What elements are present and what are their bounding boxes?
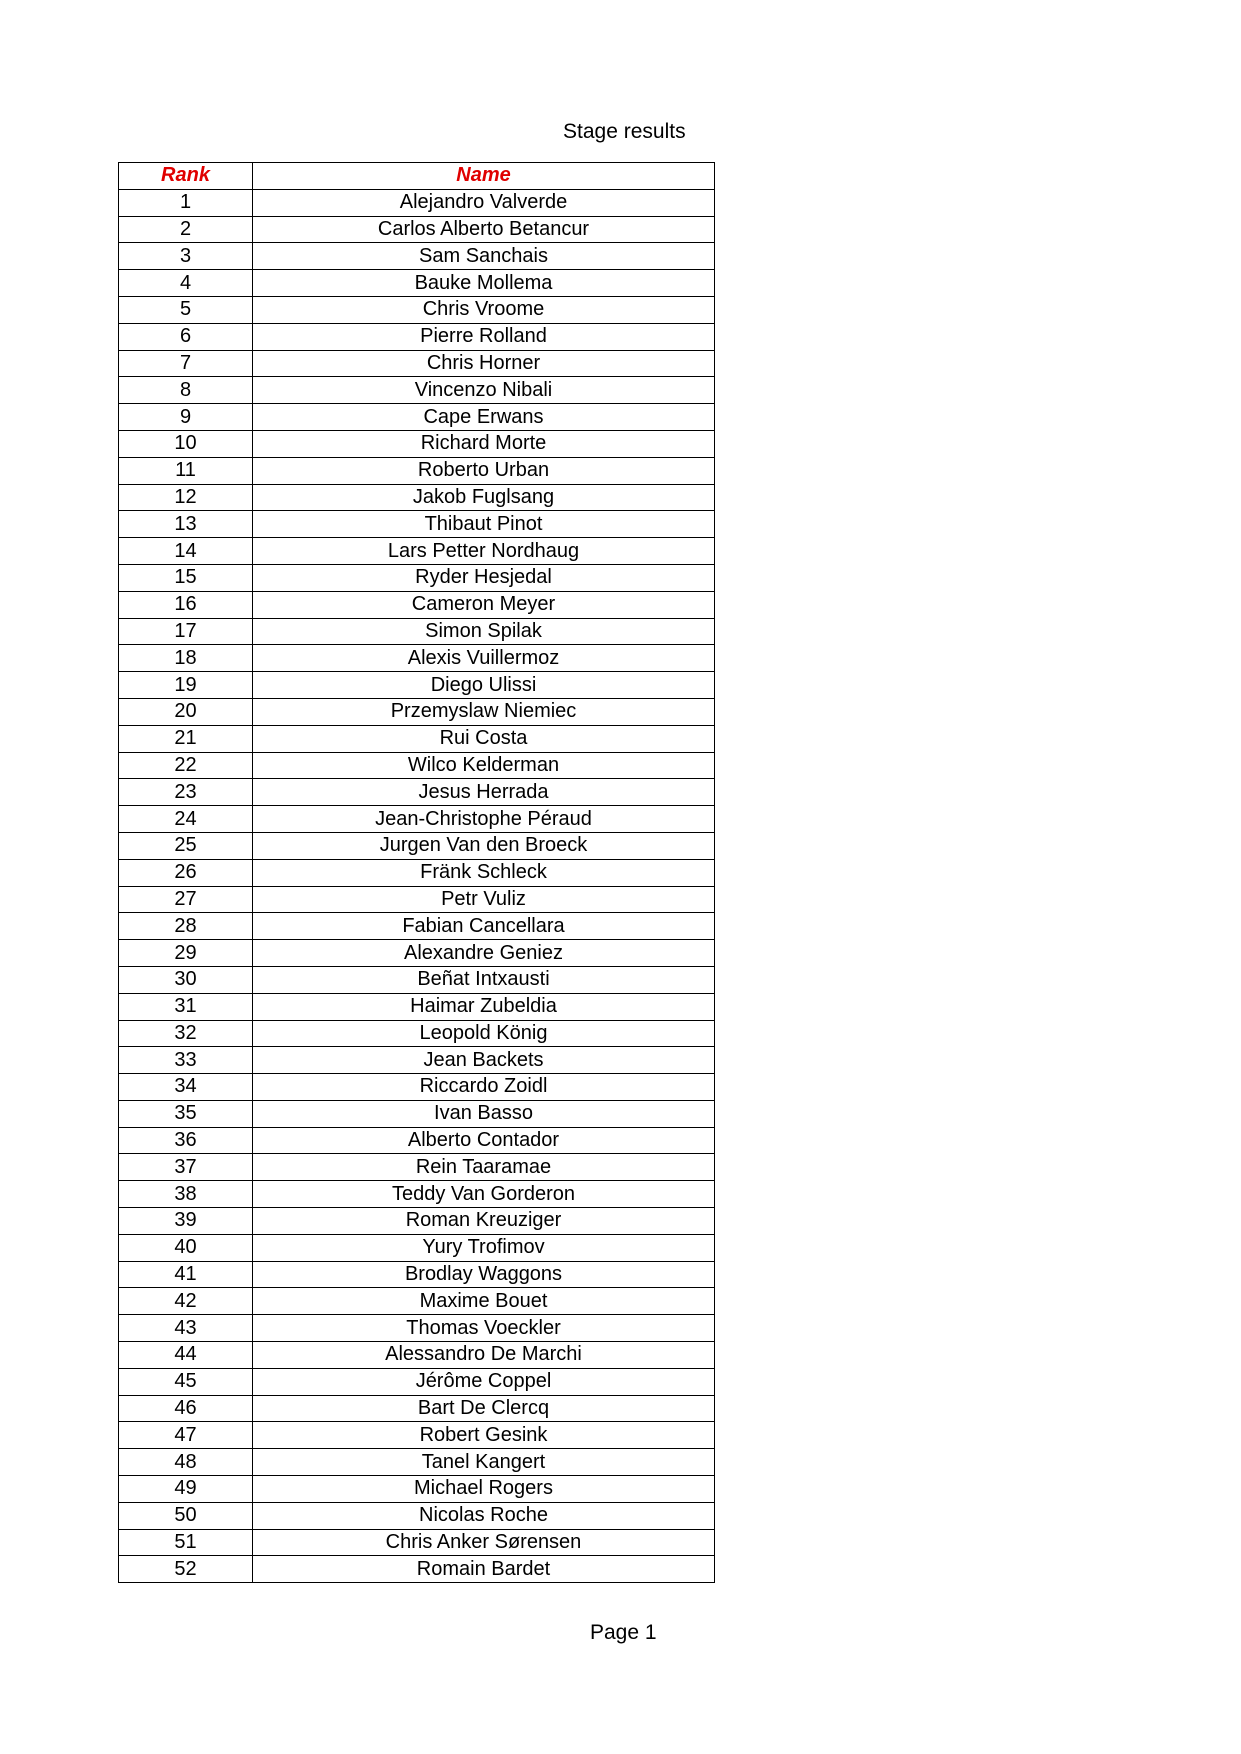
table-row [119, 1181, 715, 1208]
table-row [119, 1342, 715, 1369]
rider-name-cell: Alessandro De Marchi [253, 1342, 715, 1369]
table-row [119, 1422, 715, 1449]
table-row [119, 430, 715, 457]
rider-name-cell: Rein Taaramae [253, 1154, 715, 1181]
rider-name-cell: Richard Morte [253, 430, 715, 457]
rank-cell: 29 [119, 940, 253, 967]
rank-cell: 14 [119, 538, 253, 565]
rider-name-cell: Nicolas Roche [253, 1502, 715, 1529]
rank-cell: 23 [119, 779, 253, 806]
table-row [119, 1074, 715, 1101]
rank-cell: 16 [119, 591, 253, 618]
table-row [119, 698, 715, 725]
rider-name-cell: Ivan Basso [253, 1100, 715, 1127]
rider-name-cell: Alexis Vuillermoz [253, 645, 715, 672]
table-row [119, 538, 715, 565]
rider-name-cell: Maxime Bouet [253, 1288, 715, 1315]
rider-name-cell: Bauke Mollema [253, 270, 715, 297]
table-row [119, 1234, 715, 1261]
rank-cell: 48 [119, 1449, 253, 1476]
table-row [119, 779, 715, 806]
table-row [119, 645, 715, 672]
table-row [119, 832, 715, 859]
rank-cell: 6 [119, 323, 253, 350]
rider-name-cell: Riccardo Zoidl [253, 1074, 715, 1101]
rank-cell: 7 [119, 350, 253, 377]
rank-cell: 43 [119, 1315, 253, 1342]
rank-cell: 25 [119, 832, 253, 859]
rank-cell: 49 [119, 1476, 253, 1503]
table-row [119, 243, 715, 270]
rank-cell: 8 [119, 377, 253, 404]
rider-name-cell: Chris Anker Sørensen [253, 1529, 715, 1556]
table-row [119, 296, 715, 323]
results-table [118, 162, 715, 1583]
rider-name-cell: Przemyslaw Niemiec [253, 698, 715, 725]
rider-name-cell: Chris Vroome [253, 296, 715, 323]
rank-cell: 18 [119, 645, 253, 672]
rank-cell: 1 [119, 189, 253, 216]
rank-cell: 44 [119, 1342, 253, 1369]
table-row [119, 484, 715, 511]
table-row [119, 216, 715, 243]
table-row [119, 511, 715, 538]
rank-cell: 40 [119, 1234, 253, 1261]
rank-cell: 35 [119, 1100, 253, 1127]
rider-name-cell: Fabian Cancellara [253, 913, 715, 940]
results-body [119, 189, 715, 1582]
table-row [119, 1127, 715, 1154]
rider-name-cell: Sam Sanchais [253, 243, 715, 270]
table-row [119, 1047, 715, 1074]
table-row [119, 377, 715, 404]
rank-cell: 31 [119, 993, 253, 1020]
rank-cell: 5 [119, 296, 253, 323]
table-header-row [119, 163, 715, 190]
rank-cell: 4 [119, 270, 253, 297]
table-row [119, 1315, 715, 1342]
rider-name-cell: Jurgen Van den Broeck [253, 832, 715, 859]
rider-name-cell: Yury Trofimov [253, 1234, 715, 1261]
rank-cell: 37 [119, 1154, 253, 1181]
rank-cell: 32 [119, 1020, 253, 1047]
rider-name-cell: Brodlay Waggons [253, 1261, 715, 1288]
rank-cell: 30 [119, 966, 253, 993]
rank-cell: 46 [119, 1395, 253, 1422]
rider-name-cell: Cameron Meyer [253, 591, 715, 618]
rider-name-cell: Robert Gesink [253, 1422, 715, 1449]
page-title: Stage results [563, 120, 686, 143]
table-row [119, 725, 715, 752]
rank-cell: 13 [119, 511, 253, 538]
table-row [119, 752, 715, 779]
table-row [119, 350, 715, 377]
rider-name-cell: Ryder Hesjedal [253, 564, 715, 591]
rider-name-cell: Rui Costa [253, 725, 715, 752]
rank-cell: 21 [119, 725, 253, 752]
table-row [119, 1208, 715, 1235]
table-row [119, 859, 715, 886]
rider-name-cell: Teddy Van Gorderon [253, 1181, 715, 1208]
rider-name-cell: Alejandro Valverde [253, 189, 715, 216]
table-row [119, 189, 715, 216]
table-row [119, 591, 715, 618]
rider-name-cell: Leopold König [253, 1020, 715, 1047]
rank-cell: 22 [119, 752, 253, 779]
table-row [119, 1100, 715, 1127]
rider-name-cell: Jean Backets [253, 1047, 715, 1074]
rider-name-cell: Thomas Voeckler [253, 1315, 715, 1342]
rider-name-cell: Jesus Herrada [253, 779, 715, 806]
rank-cell: 28 [119, 913, 253, 940]
rank-cell: 47 [119, 1422, 253, 1449]
rider-name-cell: Chris Horner [253, 350, 715, 377]
rank-cell: 20 [119, 698, 253, 725]
rank-cell: 52 [119, 1556, 253, 1583]
table-row [119, 1476, 715, 1503]
rank-cell: 33 [119, 1047, 253, 1074]
table-row [119, 913, 715, 940]
rider-name-cell: Petr Vuliz [253, 886, 715, 913]
rank-cell: 50 [119, 1502, 253, 1529]
table-row [119, 1154, 715, 1181]
rider-name-cell: Simon Spilak [253, 618, 715, 645]
rider-name-cell: Thibaut Pinot [253, 511, 715, 538]
rank-cell: 34 [119, 1074, 253, 1101]
rider-name-cell: Alexandre Geniez [253, 940, 715, 967]
rank-cell: 27 [119, 886, 253, 913]
table-row [119, 1449, 715, 1476]
rider-name-cell: Beñat Intxausti [253, 966, 715, 993]
table-row [119, 1529, 715, 1556]
rider-name-cell: Cape Erwans [253, 404, 715, 431]
table-row [119, 404, 715, 431]
rank-cell: 2 [119, 216, 253, 243]
table-row [119, 1288, 715, 1315]
rider-name-cell: Diego Ulissi [253, 672, 715, 699]
table-row [119, 886, 715, 913]
rank-cell: 10 [119, 430, 253, 457]
rank-cell: 24 [119, 806, 253, 833]
table-row [119, 270, 715, 297]
rider-name-cell: Haimar Zubeldia [253, 993, 715, 1020]
rider-name-cell: Pierre Rolland [253, 323, 715, 350]
table-row [119, 323, 715, 350]
table-row [119, 1502, 715, 1529]
rider-name-cell: Fränk Schleck [253, 859, 715, 886]
rank-cell: 3 [119, 243, 253, 270]
rider-name-cell: Roberto Urban [253, 457, 715, 484]
rider-name-cell: Jean-Christophe Péraud [253, 806, 715, 833]
rider-name-cell: Alberto Contador [253, 1127, 715, 1154]
table-row [119, 1556, 715, 1583]
rank-cell: 51 [119, 1529, 253, 1556]
rank-cell: 19 [119, 672, 253, 699]
rider-name-cell: Lars Petter Nordhaug [253, 538, 715, 565]
rider-name-cell: Roman Kreuziger [253, 1208, 715, 1235]
rider-name-cell: Tanel Kangert [253, 1449, 715, 1476]
rider-name-cell: Jakob Fuglsang [253, 484, 715, 511]
rider-name-cell: Carlos Alberto Betancur [253, 216, 715, 243]
rank-cell: 36 [119, 1127, 253, 1154]
page-number: Page 1 [590, 1621, 657, 1644]
table-row [119, 1020, 715, 1047]
rank-cell: 9 [119, 404, 253, 431]
rank-column-header: Rank [119, 163, 253, 190]
table-row [119, 672, 715, 699]
table-row [119, 1368, 715, 1395]
table-row [119, 806, 715, 833]
rider-name-cell: Vincenzo Nibali [253, 377, 715, 404]
rider-name-cell: Jérôme Coppel [253, 1368, 715, 1395]
rank-cell: 15 [119, 564, 253, 591]
name-column-header: Name [253, 163, 715, 190]
table-row [119, 966, 715, 993]
rider-name-cell: Bart De Clercq [253, 1395, 715, 1422]
rank-cell: 42 [119, 1288, 253, 1315]
rank-cell: 38 [119, 1181, 253, 1208]
table-row [119, 940, 715, 967]
rider-name-cell: Wilco Kelderman [253, 752, 715, 779]
table-row [119, 1395, 715, 1422]
rank-cell: 41 [119, 1261, 253, 1288]
table-row [119, 457, 715, 484]
table-row [119, 1261, 715, 1288]
table-row [119, 618, 715, 645]
table-row [119, 993, 715, 1020]
rank-cell: 11 [119, 457, 253, 484]
rank-cell: 17 [119, 618, 253, 645]
rider-name-cell: Michael Rogers [253, 1476, 715, 1503]
rider-name-cell: Romain Bardet [253, 1556, 715, 1583]
rank-cell: 26 [119, 859, 253, 886]
rank-cell: 12 [119, 484, 253, 511]
rank-cell: 45 [119, 1368, 253, 1395]
rank-cell: 39 [119, 1208, 253, 1235]
table-row [119, 564, 715, 591]
